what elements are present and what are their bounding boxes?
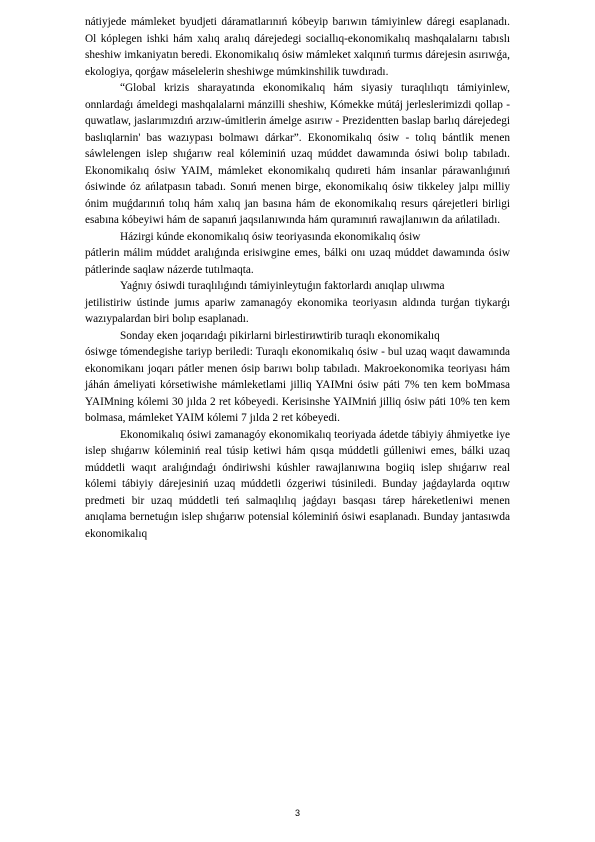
document-body bbox=[85, 14, 510, 542]
paragraph-6: jetilistiriw ústinde jumıs apariw zamanagóy ekonomika teoriyasın aldında turǵan tiykarǵı wazıypalardan biri bolıp esaplanadı. bbox=[85, 296, 510, 325]
page-number: 3 bbox=[294, 808, 300, 818]
paragraph-2: “Global krizis sharayatında ekonomikalıq hám siyasiy turaqlılıqtı támiyinlew, onnlardaǵı ámeldegi mashqalalarni mánzilli sheshiw, Kómekke mútáj jerleslerimizdi qollap -quwatlaw, jaslarımızdıń arzıw-úmitlerin ámelge asırıw - Prezidentten baslap barlıq dárejedegi baslıqlarnin' bas wazıypası bolmawı dárkar”. Ekonomikalıq ósiw - tolıq bántlik menen sáwlelengen islep shıǵarıw real kóleminiń uzaq múddet dawamında ósiwi bolıp tabıladı. Ekonomikalıq ósiw YAIM, mámleket ekonomikalıq qudıreti hám insanlar párawanlıǵınıń ósiwinde óz ańlatpasın tabadı. Sonıń menen birge, ekonomikalıq ósiw tikkeley jalpı milliy ónim muǵdarınıń tolıq hám xalıq jan basına hám de ekonomikalıq resurs qárejetleri birligi esabına kóbeyiwi hám de sapanıń jaqsılanıwında hám quramınıń rawajlanıwın da ańlatiladı. bbox=[85, 82, 510, 226]
paragraph-1: nátiyjede mámleket byudjeti dáramatlarınıń kóbeyip barıwın támiyinlew dáregi esaplanadı. Ol kóplegen ishki hám xalıq aralıq dárejedegi sociallıq-ekonomikalıq mashqalalarnı tabıslı sheshiw imkaniyatın beredi. Ekonomikalıq ósiw mámleket xalqınıń turmıs dárejesin asırıwǵa, ekologiya, qorǵaw máselelerin sheshiwge múmkinshilik tuwdıradı. bbox=[85, 16, 510, 78]
paragraph-7: Sonday eken joqarıdaǵı pikirlarni birlestirиwtirib turaqlı ekonomikalıq bbox=[120, 329, 440, 342]
paragraph-8: ósiwge tómendegishe tariyp beriledi: Turaqlı ekonomikalıq ósiw - bul uzaq waqıt dawamında ekonomikanı joqarı pátler menen ósip barıwı bolıp tabıladı. Makroekonomika teoriyası hám jáhán ámeliyati kórsetiwishe mámleketlami jilliq YAIMni ósiw páti 7% ten kem boMmasa YAIMning kólemi 30 jılda 2 ret kóbeyedi. Kerisinshe YAIMniń jilliq ósiw páti 10% ten kem bolmasa, mámleket YAIM kólemi 7 jılda 2 ret kóbeyedi. bbox=[85, 346, 510, 424]
paragraph-3: Házirgi kúnde ekonomikalıq ósiw teoriyasında ekonomikalıq ósiw bbox=[120, 230, 421, 243]
paragraph-9: Ekonomikalıq ósiwi zamanagóy ekonomikalıq teoriyada ádetde tábiyiy áhmiyetke iye islep shıǵarıw kóleminiń real túsip ketiwi hám qısqa múddetli gúlleniwi emes, bálki uzaq múddetli waqıt aralıǵındaǵı óndiriwshi kúshler rawajlanıwına bogiiq islep shıǵarıw real kólemi tábiyiy dárejesiniń uzaq múddetli ózgeriwi túsiniledi. Bunday jaǵdaylarda oqıtıw predmeti bir uzaq múddetli teń salmaqlılıq jaǵdayı basqası tárep háreketleniwi menen anıqlama bernetuǵın islep shıǵarıw potensial kóleminiń ósiwi esaplanadı. Bunday jantasıwda ekonomikalıq bbox=[85, 428, 510, 540]
paragraph-5: Yaǵnıy ósiwdi turaqlılıǵındı támiyinleytuǵın faktorlardı anıqlap ulıwma bbox=[120, 280, 445, 292]
paragraph-4: pátlerin málim múddet aralıǵında erisiwgine emes, bálki onı uzaq múddet dawamında ósiw pátlerinde saqlaw názerde tutılmaqta. bbox=[85, 247, 510, 276]
